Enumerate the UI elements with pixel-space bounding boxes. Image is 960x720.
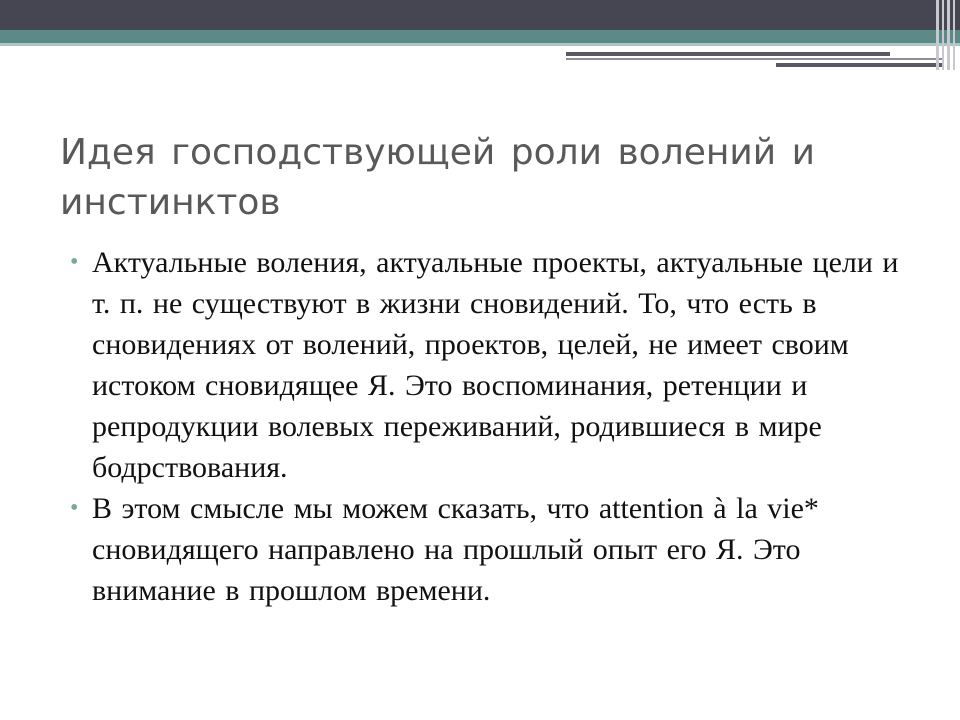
bullet-item bbox=[70, 242, 920, 488]
decorative-line bbox=[566, 58, 944, 60]
slide-title: Идея господствующей роли волений и инстинктов bbox=[60, 132, 816, 223]
decorative-line bbox=[566, 52, 890, 56]
header-accent-highlight bbox=[0, 43, 960, 46]
bullet-text: В этом смысле мы можем сказать, что attention à la vie* сновидящего направлено на прошлый опыт его Я. Это внимание в прошлом времени. bbox=[92, 492, 819, 607]
header-band bbox=[0, 0, 960, 30]
header-accent-band bbox=[0, 30, 960, 43]
bullet-text: Актуальные воления, актуальные проекты, актуальные цели и т. п. не существуют в жизни сновидений. То, что есть в сновидениях от волений, проектов, целей, не имеет своим истоком сновидящее Я. Это воспоминания, ретенции и репродукции волевых переживаний, родившиеся в мире бодрствования. bbox=[92, 246, 899, 484]
decorative-stripe bbox=[947, 0, 950, 70]
decorative-stripe bbox=[953, 0, 955, 70]
bullet-dot-icon: • bbox=[70, 495, 79, 521]
decorative-stripe bbox=[942, 0, 944, 70]
bullet-list bbox=[70, 242, 920, 611]
decorative-line bbox=[776, 63, 944, 67]
bullet-dot-icon: • bbox=[70, 249, 79, 275]
bullet-item bbox=[70, 488, 920, 611]
decorative-stripes bbox=[934, 0, 960, 70]
decorative-stripe bbox=[936, 0, 939, 70]
